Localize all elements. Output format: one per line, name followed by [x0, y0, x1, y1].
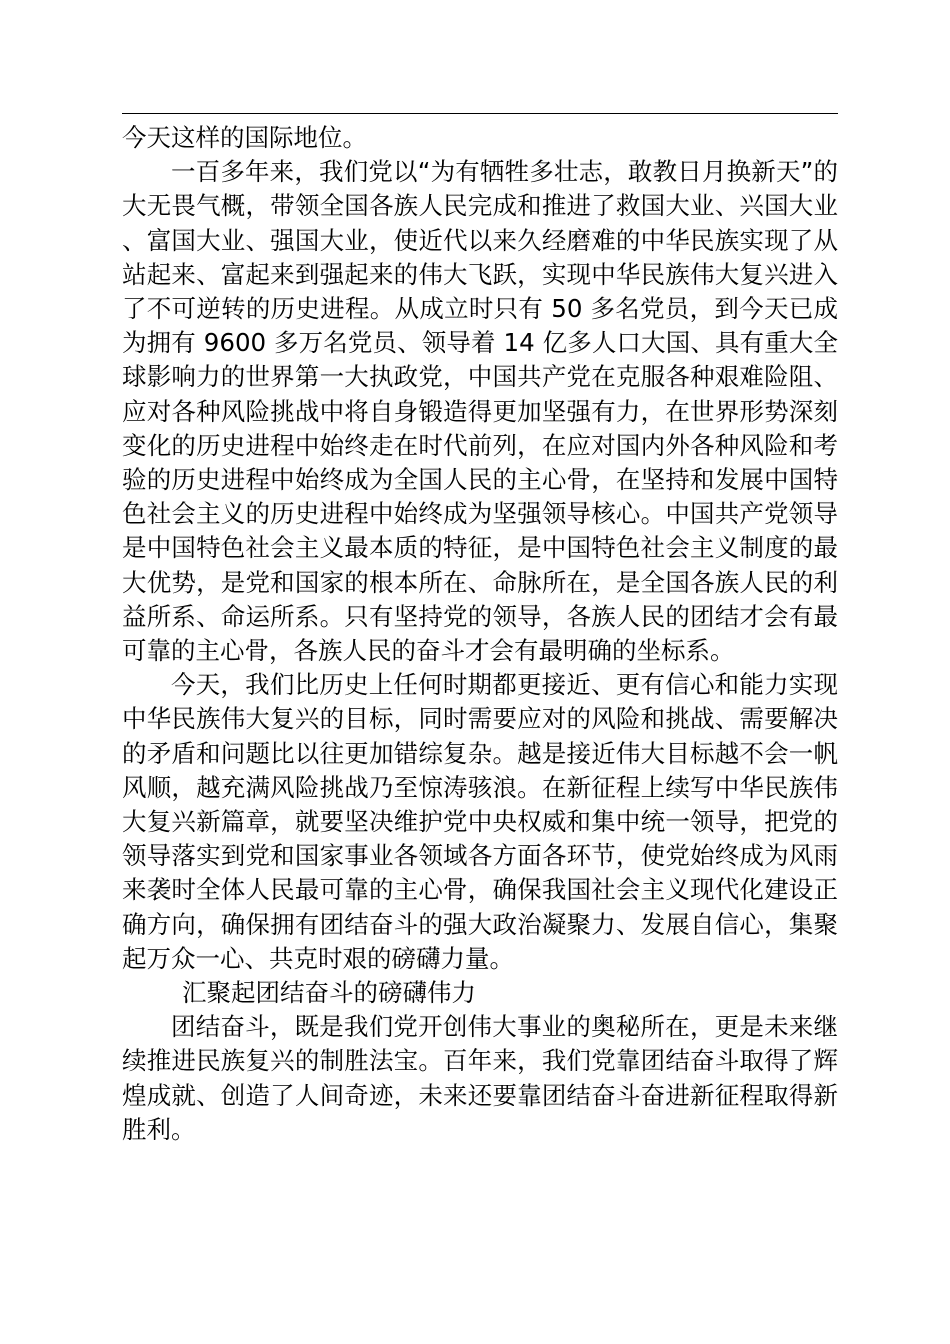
paragraph-2: 今天，我们比历史上任何时期都更接近、更有信心和能力实现中华民族伟大复兴的目标，同时需要应对的风险和挑战、需要解决的矛盾和问题比以往更加错综复杂。越是接近伟大目标越不会一帆风顺，越充满风险挑战乃至惊涛骇浪。在新征程上续写中华民族伟大复兴新篇章，就要坚决维护党中央权威和集中统一领导，把党的领导落实到党和国家事业各领域各方面各环节，使党始终成为风雨来袭时全体人民最可靠的主心骨，确保我国社会主义现代化建设正确方向，确保拥有团结奋斗的强大政治凝聚力、发展自信心，集聚起万众一心、共克时艰的磅礴力量。 — [122, 670, 838, 973]
header-rule — [122, 113, 838, 114]
document-body — [122, 121, 838, 1147]
paragraph-1: 一百多年来，我们党以“为有牺牲多壮志，敢教日月换新天”的大无畏气概，带领全国各族人民完成和推进了救国大业、兴国大业、富国大业、强国大业，使近代以来久经磨难的中华民族实现了从站起来、富起来到强起来的伟大飞跃，实现中华民族伟大复兴进入了不可逆转的历史进程。从成立时只有 50 多名党员，到今天已成为拥有 9600 多万名党员、领导着 14 亿多人口大国、具有重大全球影响力的世界第一大执政党，中国共产党在克服各种艰难险阻、应对各种风险挑战中将自身锻造得更加坚强有力，在世界形势深刻变化的历史进程中始终走在时代前列，在应对国内外各种风险和考验的历史进程中始终成为全国人民的主心骨，在坚持和发展中国特色社会主义的历史进程中始终成为坚强领导核心。中国共产党领导是中国特色社会主义最本质的特征，是中国特色社会主义制度的最大优势，是党和国家的根本所在、命脉所在，是全国各族人民的利益所系、命运所系。只有坚持党的领导，各族人民的团结才会有最可靠的主心骨，各族人民的奋斗才会有最明确的坐标系。 — [122, 157, 838, 666]
continuation-line: 今天这样的国际地位。 — [122, 123, 367, 152]
section-heading: 汇聚起团结奋斗的磅礴伟力 — [182, 978, 476, 1008]
paragraph-3: 团结奋斗，既是我们党开创伟大事业的奥秘所在，更是未来继续推进民族复兴的制胜法宝。百年来，我们党靠团结奋斗取得了辉煌成就、创造了人间奇迹，未来还要靠团结奋斗奋进新征程取得新胜利。 — [122, 1012, 838, 1144]
